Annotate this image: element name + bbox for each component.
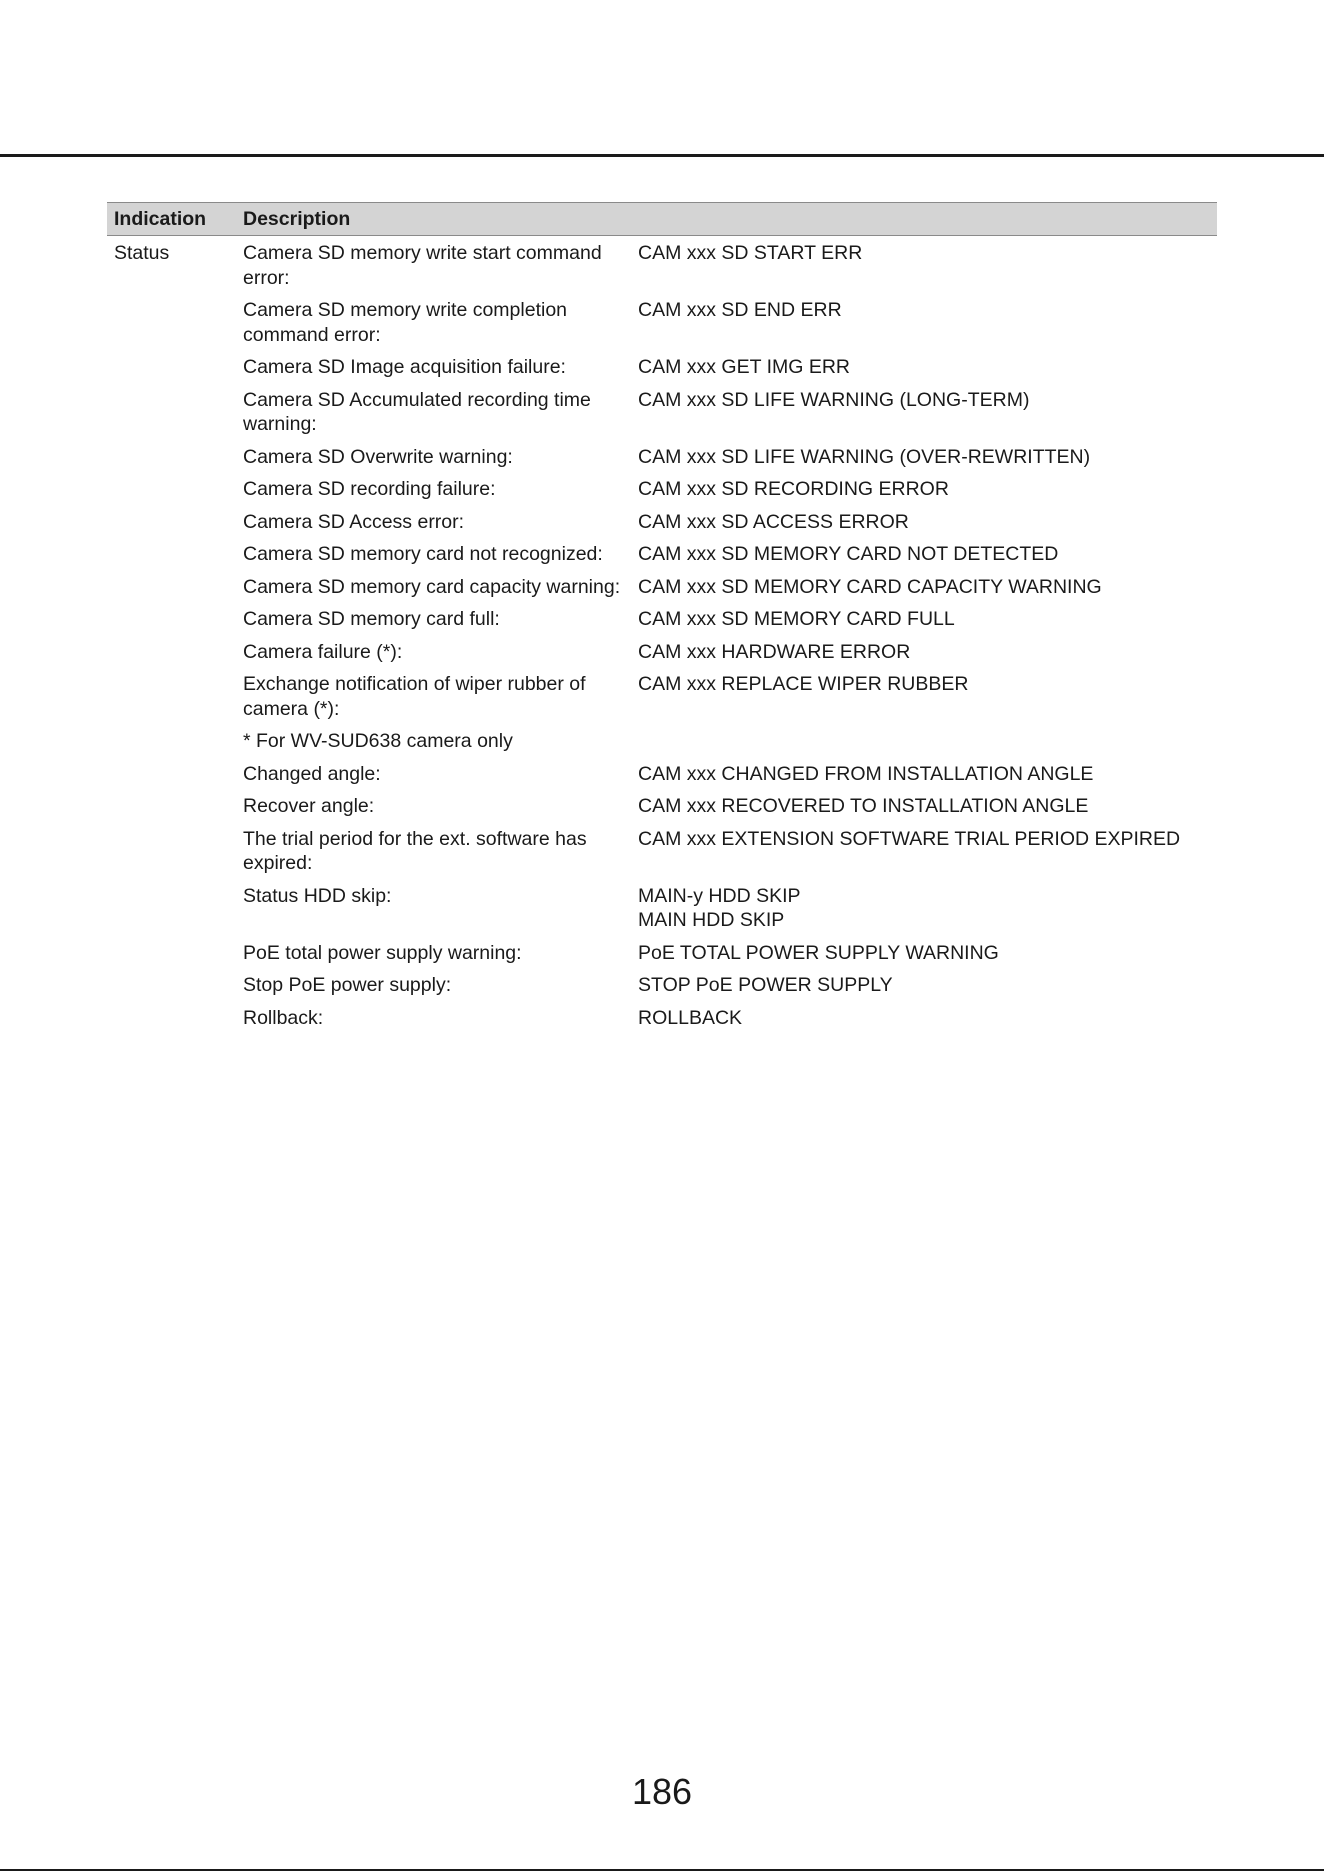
- indication-cell: Status: [114, 242, 170, 264]
- row-message: CAM xxx HARDWARE ERROR: [638, 640, 911, 663]
- table-row: [243, 884, 1217, 933]
- table-row: [243, 827, 1217, 876]
- table-row: [243, 672, 1217, 721]
- header-indication: Indication: [114, 207, 207, 230]
- table-rows: [107, 236, 1217, 1030]
- row-description: * For WV-SUD638 camera only: [243, 730, 513, 752]
- table-row: [243, 973, 1217, 998]
- table-row: [243, 241, 1217, 290]
- row-message: CAM xxx SD MEMORY CARD CAPACITY WARNING: [638, 575, 1102, 598]
- row-description: PoE total power supply warning:: [243, 941, 522, 964]
- row-description: Recover angle:: [243, 795, 375, 817]
- table-row: [243, 762, 1217, 787]
- table-header-row: [107, 202, 1217, 236]
- table-row: [243, 941, 1217, 966]
- table-body: [107, 236, 1217, 1030]
- row-description: The trial period for the ext. software has expired:: [243, 827, 587, 874]
- table-row: [243, 607, 1217, 632]
- row-message: CAM xxx CHANGED FROM INSTALLATION ANGLE: [638, 762, 1094, 785]
- row-description: Camera SD memory card capacity warning:: [243, 575, 621, 598]
- table-row: [243, 477, 1217, 502]
- row-message: CAM xxx SD RECORDING ERROR: [638, 478, 949, 500]
- row-description: Camera SD Access error:: [243, 510, 465, 533]
- row-message: CAM xxx SD LIFE WARNING (LONG-TERM): [638, 388, 1030, 411]
- row-description: Rollback:: [243, 1006, 324, 1029]
- row-message: CAM xxx RECOVERED TO INSTALLATION ANGLE: [638, 795, 1089, 817]
- row-message: CAM xxx SD END ERR: [638, 299, 842, 321]
- table-row: [243, 575, 1217, 600]
- row-description: Camera SD memory write start command error:: [243, 242, 602, 289]
- row-description: Exchange notification of wiper rubber of camera (*):: [243, 673, 586, 720]
- row-description: Camera SD memory card not recognized:: [243, 543, 603, 565]
- row-description: Camera failure (*):: [243, 640, 403, 663]
- row-message: CAM xxx GET IMG ERR: [638, 356, 850, 378]
- row-message: CAM xxx SD ACCESS ERROR: [638, 510, 909, 533]
- row-description: Camera SD memory card full:: [243, 608, 500, 630]
- table-row: [243, 729, 1217, 754]
- status-table: [107, 202, 1217, 1038]
- row-description: Camera SD Accumulated recording time warning:: [243, 388, 591, 435]
- row-message: CAM xxx SD MEMORY CARD FULL: [638, 608, 955, 630]
- table-row: [243, 355, 1217, 380]
- row-description: Stop PoE power supply:: [243, 974, 452, 996]
- row-message: CAM xxx SD START ERR: [638, 242, 863, 264]
- row-description: Changed angle:: [243, 762, 381, 785]
- header-description: Description: [243, 207, 351, 230]
- row-message: CAM xxx EXTENSION SOFTWARE TRIAL PERIOD EXPIRED: [638, 827, 1181, 850]
- row-message: MAIN-y HDD SKIP MAIN HDD SKIP: [638, 884, 801, 931]
- row-message: ROLLBACK: [638, 1006, 743, 1029]
- table-row: [243, 388, 1217, 437]
- table-row: [243, 1006, 1217, 1031]
- top-rule: [0, 154, 1324, 157]
- table-row: [243, 640, 1217, 665]
- table-row: [243, 542, 1217, 567]
- table-row: [243, 794, 1217, 819]
- bottom-rule: [0, 1869, 1324, 1871]
- row-message: PoE TOTAL POWER SUPPLY WARNING: [638, 941, 999, 964]
- row-message: STOP PoE POWER SUPPLY: [638, 974, 893, 996]
- row-description: Camera SD Overwrite warning:: [243, 445, 513, 468]
- table-row: [243, 445, 1217, 470]
- row-description: Status HDD skip:: [243, 884, 392, 907]
- row-description: Camera SD memory write completion command error:: [243, 299, 568, 346]
- row-message: CAM xxx SD LIFE WARNING (OVER-REWRITTEN): [638, 445, 1091, 468]
- table-row: [243, 510, 1217, 535]
- row-message: [638, 729, 1217, 754]
- row-message: CAM xxx REPLACE WIPER RUBBER: [638, 673, 969, 695]
- row-description: Camera SD recording failure:: [243, 478, 496, 500]
- page-number: 186: [631, 1771, 693, 1812]
- table-row: [243, 298, 1217, 347]
- row-message: CAM xxx SD MEMORY CARD NOT DETECTED: [638, 543, 1059, 565]
- row-description: Camera SD Image acquisition failure:: [243, 356, 566, 378]
